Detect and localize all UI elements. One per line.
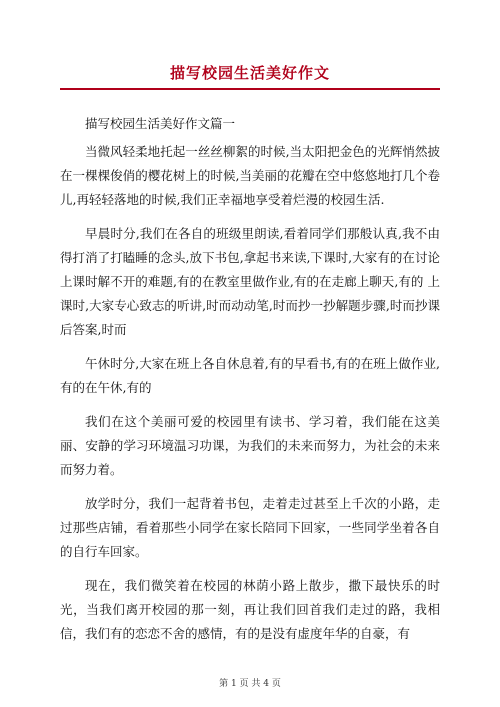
paragraph-3: 午休时分,大家在班上各自休息着,有的早看书,有的在班上做作业,有的在午休,有的	[60, 356, 440, 395]
title-divider	[60, 88, 440, 90]
page-footer: 第 1 页 共 4 页	[219, 679, 281, 689]
document-body	[60, 112, 440, 656]
paragraph-4: 我们在这个美丽可爱的校园里有读书、学习着，我们能在这美丽、安静的学习环境温习功课，为我们的未来而努力，为社会的未来而努力着。	[60, 414, 440, 477]
document-title: 描写校园生活美好作文	[169, 64, 330, 82]
paragraph-5: 放学时分，我们一起背着书包，走着走过甚至上千次的小路，走过那些店铺，看着那些小同学在家长陪同下回家，一些同学坐着各自的自行车回家。	[60, 496, 440, 559]
paragraph-6: 现在，我们微笑着在校园的林荫小路上散步，撒下最快乐的时光，当我们离开校园的那一刻，再让我们回首我们走过的路，我相信，我们有的恋恋不舍的感情，有的是没有虚度年华的自豪，有	[60, 578, 440, 641]
paragraph-1: 当微风轻柔地托起一丝丝柳絮的时候,当太阳把金色的光辉悄然披在一棵棵俊俏的樱花树上的时候,当美丽的花瓣在空中悠悠地打几个卷儿,再轻轻落地的时候,我们正幸福地享受着烂漫的校园生活.	[60, 144, 440, 207]
paragraph-2: 早晨时分,我们在各自的班级里朗读,看着同学们那般认真,我不由得打消了打瞌睡的念头,放下书包,拿起书来读,下课时,大家有的在讨论上课时解不开的难题,有的在教室里做作业,有的在走廊上聊天,有的 上课时,大家专心致志的听讲,时而动动笔,时而抄一抄解题步骤,时而抄课后答案,时而	[60, 226, 440, 337]
section-heading: 描写校园生活美好作文篇一	[85, 116, 236, 131]
